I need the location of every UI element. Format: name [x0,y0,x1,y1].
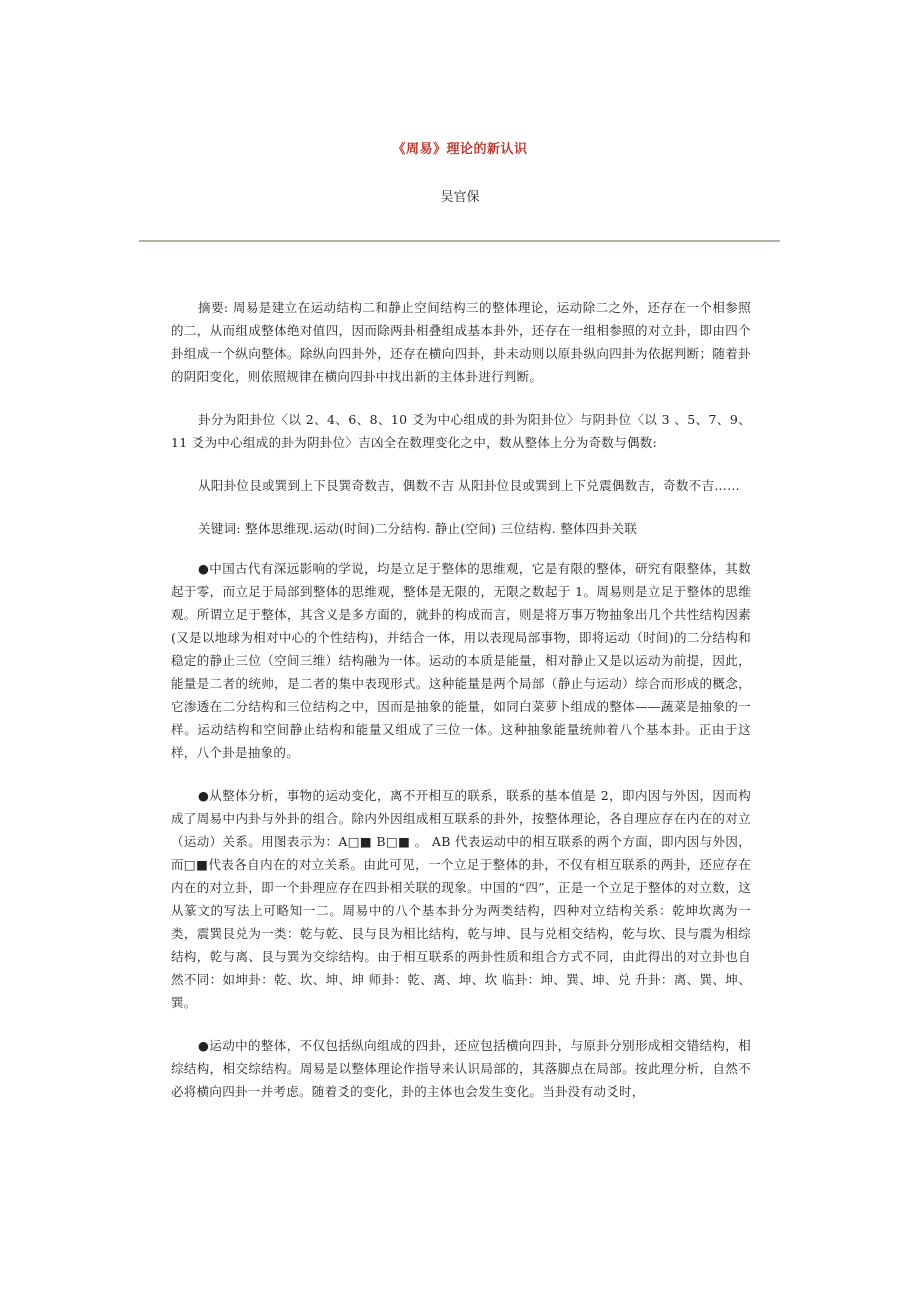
horizontal-divider [139,240,780,242]
keywords-paragraph: 关键词: 整体思维现.运动(时间)二分结构. 静止(空间) 三位结构. 整体四卦关联 [198,521,638,536]
rule-paragraph: 从阳卦位艮或巽到上下艮巽奇数吉，偶数不吉 从阳卦位艮或巽到上下兑震偶数吉，奇数不吉…… [198,478,740,493]
body-paragraph-2: ●从整体分析，事物的运动变化，离不开相互的联系，联系的基本值是 2，即内因与外因，因而构成了周易中内卦与外卦的组合。除内外因组成相互联系的卦外，按整体理论，各自理应存在内在的对立（运动）关系。用图表示为：A□■ B□■ 。 AB 代表运动中的相互联系的两个方面，即内因与外因，而□■代表各自内在的对立关系。由此可见，一个立足于整体的卦，不仅有相互联系的两卦，还应存在内在的对立卦，即一个卦理应存在四卦相关联的现象。中国的“四”，正是一个立足于整体的对立数，这从篆文的写法上可略知一二。周易中的八个基本卦分为两类结构，四种对立结构关系：乾坤坎离为一类，震巽艮兑为一类：乾与乾、艮与艮为相比结构，乾与坤、艮与兑相交结构，乾与坎、艮与震为相综结构，乾与离、艮与巽为交综结构。由于相互联系的两卦性质和组合方式不同，由此得出的对立卦也自然不同：如坤卦：乾、坎、坤、坤 师卦：乾、离、坤、坎 临卦：坤、巽、坤、兑 升卦：离、巽、坤、巽。 [171,788,751,1010]
article-body [171,296,751,1123]
body-paragraph-3: ●运动中的整体，不仅包括纵向组成的四卦，还应包括横向四卦，与原卦分别形成相交错结构，相综结构，相交综结构。周易是以整体理论作指导来认识局部的，其落脚点在局部。按此理分析，自然不必将横向四卦一并考虑。随着爻的变化，卦的主体也会发生变化。当卦没有动爻时， [171,1038,751,1099]
author-name: 吴官保 [440,190,480,205]
abstract-paragraph: 摘要: 周易是建立在运动结构二和静止空间结构三的整体理论，运动除二之外，还存在一个相参照的二，从而组成整体绝对值四，因而除两卦相叠组成基本卦外，还存在一组相参照的对立卦，即由四个卦组成一个纵向整体。除纵向四卦外，还存在横向四卦，卦未动则以原卦纵向四卦为依据判断；随着卦的阴阳变化，则依照规律在横向四卦中找出新的主体卦进行判断。 [171,300,751,384]
page-title: 《周易》理论的新认识 [392,142,528,157]
positions-paragraph: 卦分为阳卦位〈以 2、4、6、8、10 爻为中心组成的卦为阳卦位〉与阴卦位〈以 3 、5、7、9、11 爻为中心组成的卦为阴卦位〉吉凶全在数理变化之中，数从整体上分为奇数与偶数: [171,412,751,450]
body-paragraph-1: ●中国古代有深远影响的学说，均是立足于整体的思维观，它是有限的整体，研究有限整体，其数起于零，而立足于局部到整体的思维观，整体是无限的，无限之数起于 1。周易则是立足于整体的思维观。所谓立足于整体，其含义是多方面的，就卦的构成而言，则是将万事万物抽象出几个共性结构因素(又是以地球为相对中心的个性结构)，并结合一体，用以表现局部事物，即将运动（时间)的二分结构和稳定的静止三位（空间三维）结构融为一体。运动的本质是能量，相对静止又是以运动为前提，因此，能量是二者的统帅，是二者的集中表现形式。这种能量是两个局部（静止与运动）综合而形成的概念，它渗透在二分结构和三位结构之中，因而是抽象的能量，如同白菜萝卜组成的整体——蔬菜是抽象的一样。运动结构和空间静止结构和能量又组成了三位一体。这种抽象能量统帅着八个基本卦。正由于这样，八个卦是抽象的。 [171,561,751,760]
